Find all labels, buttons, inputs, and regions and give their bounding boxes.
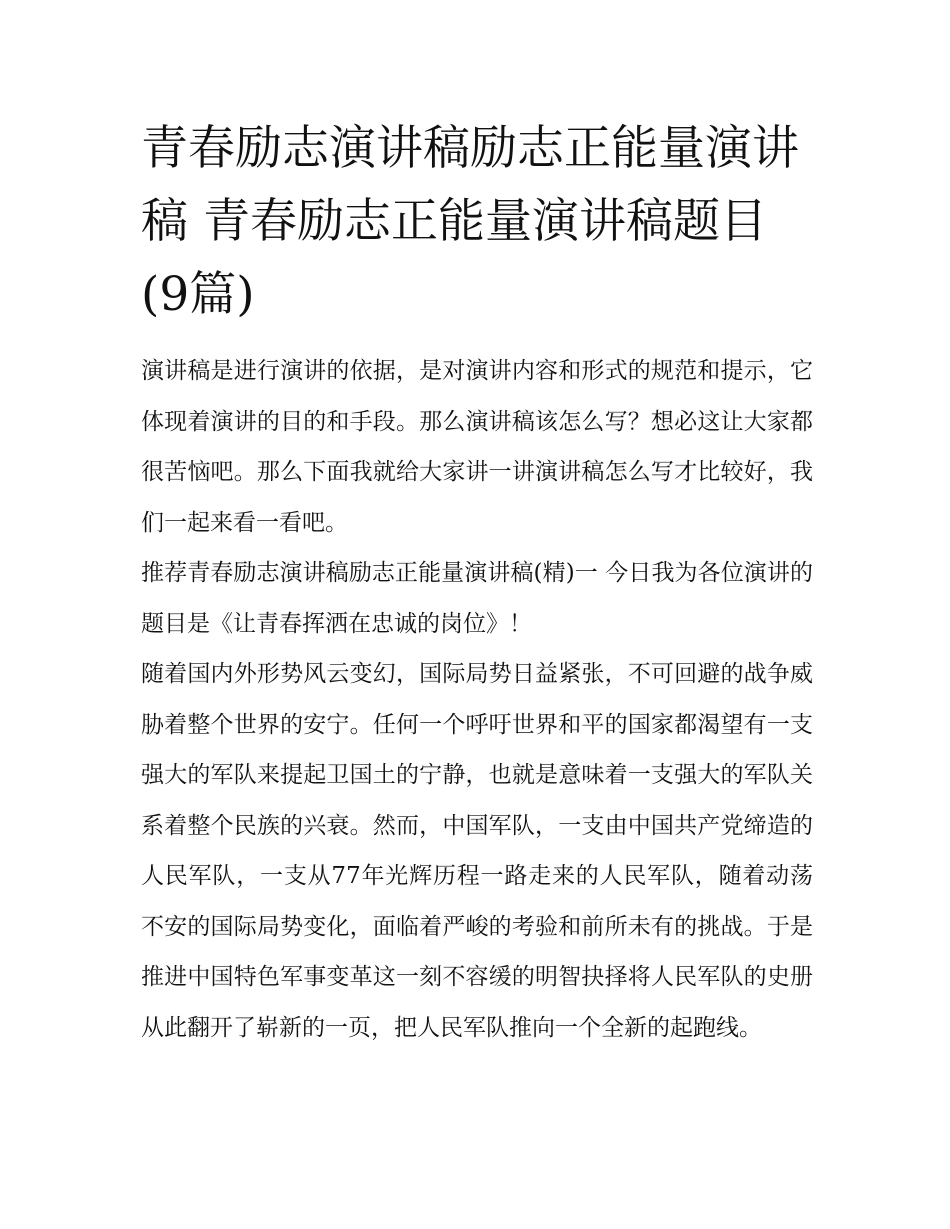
document-content — [141, 112, 813, 1053]
paragraph-intro: 演讲稿是进行演讲的依据，是对演讲内容和形式的规范和提示，它体现着演讲的目的和手段。那么演讲稿该怎么写？想必这让大家都很苦恼吧。那么下面我就给大家讲一讲演讲稿怎么写才比较好，我们一起来看一看吧。 — [141, 358, 813, 536]
paragraph-recommendation: 推荐青春励志演讲稿励志正能量演讲稿(精)一 今日我为各位演讲的题目是《让青春挥洒在忠诚的岗位》！ — [141, 560, 813, 637]
paragraph-body: 随着国内外形势风云变幻，国际局势日益紧张，不可回避的战争威胁着整个世界的安宁。任何一个呼吁世界和平的国家都渴望有一支强大的军队来提起卫国土的宁静，也就是意味着一支强大的军队关系着整个民族的兴衰。然而，中国军队，一支由中国共产党缔造的人民军队，一支从77年光辉历程一路走来的人民军队，随着动荡不安的国际局势变化，面临着严峻的考验和前所未有的挑战。于是推进中国特色军事变革这一刻不容缓的明智抉择将人民军队的史册从此翻开了崭新的一页，把人民军队推向一个全新的起跑线。 — [141, 661, 813, 1041]
document-title: 青春励志演讲稿励志正能量演讲稿 青春励志正能量演讲稿题目(9篇) — [141, 121, 799, 322]
